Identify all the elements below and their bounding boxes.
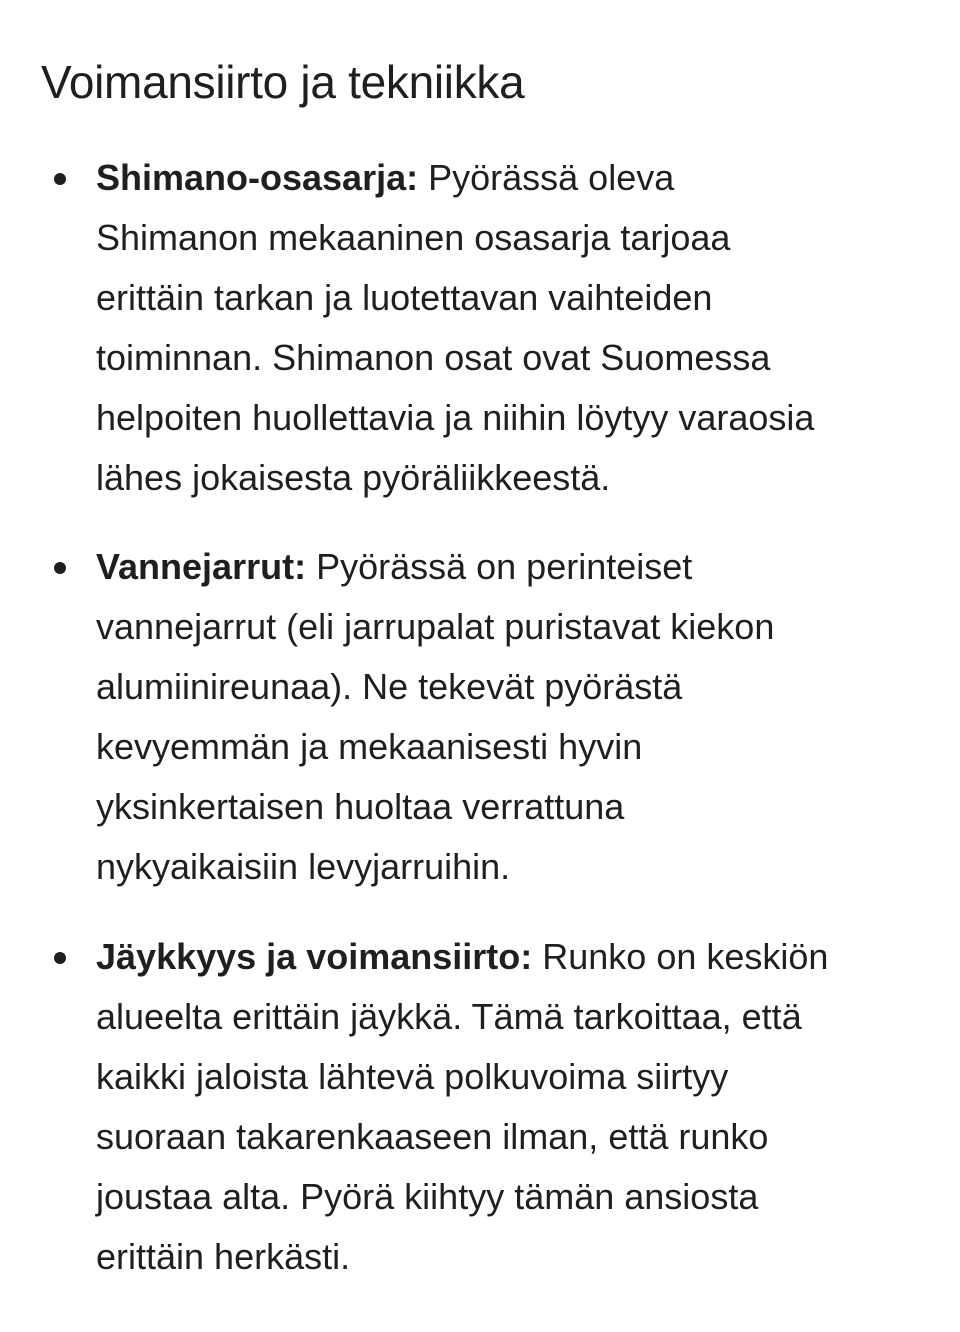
text-line: erittäin herkästi. <box>96 1236 351 1277</box>
text-line: alumiinireunaa). Ne tekevät pyörästä <box>96 666 683 707</box>
text-line: yksinkertaisen huoltaa verrattuna <box>96 786 625 827</box>
text-segment: Pyörässä oleva <box>418 157 675 198</box>
text-line: alueelta erittäin jäykkä. Tämä tarkoittaa, että <box>96 996 802 1037</box>
text-segment: Pyörässä on perinteiset <box>306 546 693 587</box>
bullet-icon <box>54 562 66 574</box>
bullet-icon <box>54 173 66 185</box>
list-item-text <box>96 927 926 1287</box>
text-line: Shimanon mekaaninen osasarja tarjoaa <box>96 217 731 258</box>
text-line: joustaa alta. Pyörä kiihtyy tämän ansiosta <box>96 1176 759 1217</box>
list-item-text <box>96 148 926 508</box>
text-line: kaikki jaloista lähtevä polkuvoima siirtyy <box>96 1056 729 1097</box>
text-line: nykyaikaisiin levyjarruihin. <box>96 846 511 887</box>
list-item-label: Vannejarrut: <box>96 546 307 587</box>
section-heading: Voimansiirto ja tekniikka <box>41 56 525 108</box>
text-line: suoraan takarenkaaseen ilman, että runko <box>96 1116 769 1157</box>
text-line <box>96 927 926 987</box>
bullet-icon <box>54 952 66 964</box>
text-line: toiminnan. Shimanon osat ovat Suomessa <box>96 337 771 378</box>
list-item-text <box>96 537 926 897</box>
text-line: erittäin tarkan ja luotettavan vaihteiden <box>96 277 713 318</box>
text-line: lähes jokaisesta pyöräliikkeestä. <box>96 457 611 498</box>
text-line: kevyemmän ja mekaanisesti hyvin <box>96 726 643 767</box>
text-segment: Runko on keskiön <box>532 936 829 977</box>
list-item-label: Shimano-osasarja: <box>96 157 419 198</box>
text-line <box>96 537 926 597</box>
text-line <box>96 148 926 208</box>
text-line: helpoiten huollettavia ja niihin löytyy varaosia <box>96 397 815 438</box>
text-line: vannejarrut (eli jarrupalat puristavat kiekon <box>96 606 775 647</box>
list-item-label: Jäykkyys ja voimansiirto: <box>96 936 533 977</box>
